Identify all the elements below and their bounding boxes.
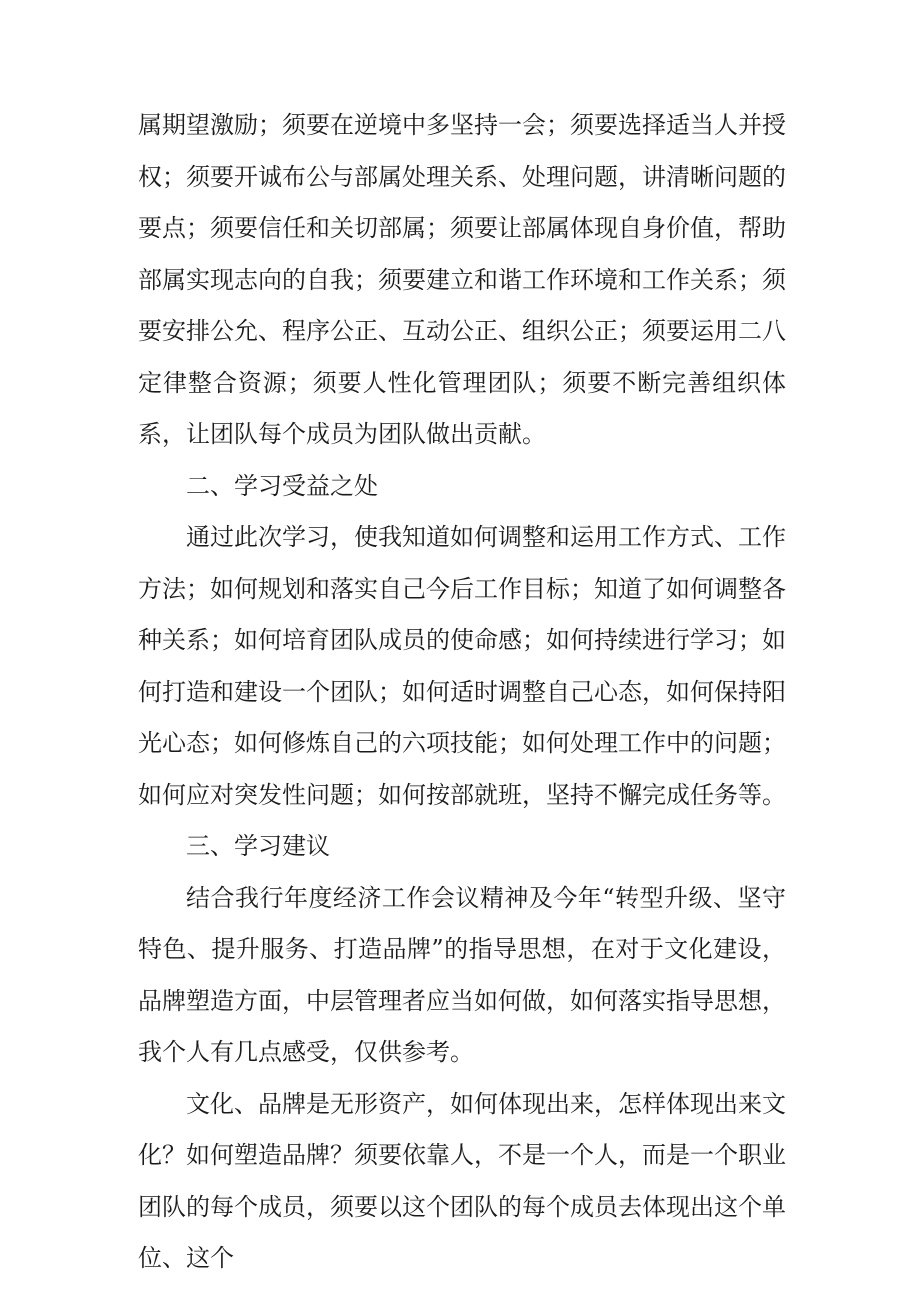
paragraph-learning-benefits: 通过此次学习，使我知道如何调整和运用工作方式、工作方法；如何规划和落实自己今后工作目标；知道了如何调整各种关系；如何培育团队成员的使命感；如何持续进行学习；如何打造和建设一个团队；如何适时调整自己心态，如何保持阳光心态；如何修炼自己的六项技能；如何处理工作中的问题；如何应对突发性问题；如何按部就班，坚持不懈完成任务等。 [138, 523, 786, 809]
paragraph-culture-brand: 文化、品牌是无形资产，如何体现出来，怎样体现出来文化？如何塑造品牌？须要依靠人，不是一个人，而是一个职业团队的每个成员，须要以这个团队的每个成员去体现出这个单位、这个 [138, 1089, 786, 1272]
paragraph-continued: 属期望激励；须要在逆境中多坚持一会；须要选择适当人并授权；须要开诚布公与部属处理关系、处理问题，讲清晰问题的要点；须要信任和关切部属；须要让部属体现自身价值，帮助部属实现志向的自我；须要建立和谐工作环境和工作关系；须要安排公允、程序公正、互动公正、组织公正；须要运用二八定律整合资源；须要人性化管理团队；须要不断完善组织体系，让团队每个成员为团队做出贡献。 [138, 111, 786, 448]
section-heading-3: 三、学习建议 [186, 832, 330, 860]
section-heading-2: 二、学习受益之处 [186, 471, 378, 500]
paragraph-suggestions: 结合我行年度经济工作会议精神及今年“转型升级、坚守特色、提升服务、打造品牌”的指导思想，在对于文化建设，品牌塑造方面，中层管理者应当如何做，如何落实指导思想，我个人有几点感受，仅供参考。 [138, 883, 786, 1066]
document-body [138, 100, 786, 1285]
